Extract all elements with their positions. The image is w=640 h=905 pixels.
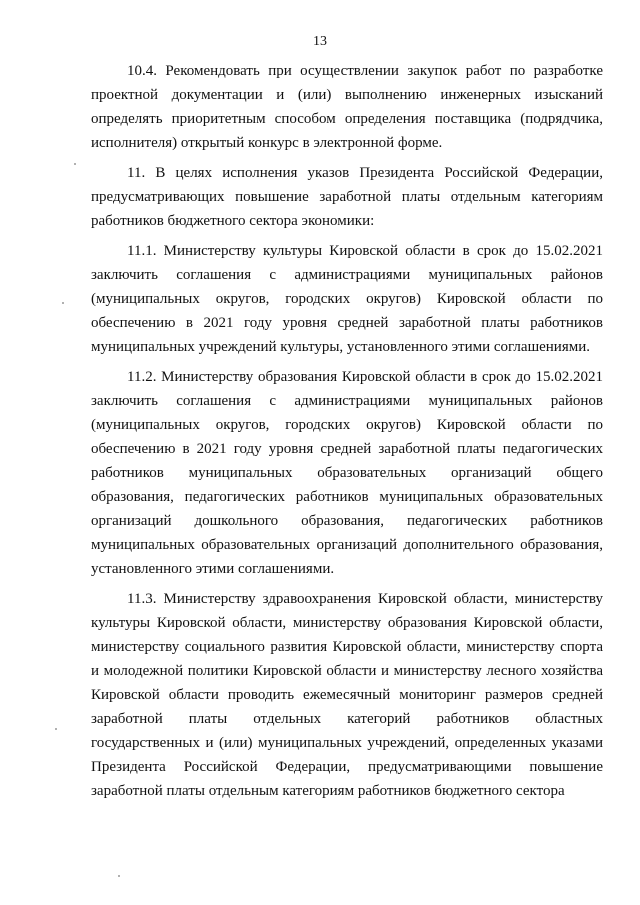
scan-speck: [55, 728, 57, 730]
paragraph-11-2: 11.2. Министерству образования Кировской области в срок до 15.02.2021 заключить соглашения с администрациями муниципальных районов (муниципальных округов, городских округов) Кировской области по обеспечению в 2021 году уровня средней заработной платы педагогических работников муниципальных образовательных организаций общего образования, педагогических работников муниципальных образовательных организаций дошкольного образования, педагогических работников муниципальных образовательных организаций дополнительного образования, установленного этими соглашениями.: [91, 369, 603, 577]
scan-speck: [62, 302, 64, 304]
paragraph-11: 11. В целях исполнения указов Президента Российской Федерации, предусматривающих повышение заработной платы отдельным категориям работников бюджетного сектора экономики:: [91, 165, 603, 229]
page-number: 13: [313, 34, 327, 49]
paragraph-11-1: 11.1. Министерству культуры Кировской области в срок до 15.02.2021 заключить соглашения с администрациями муниципальных районов (муниципальных округов, городских округов) Кировской области по обеспечению в 2021 году уровня средней заработной платы работников муниципальных учреждений культуры, установленного этими соглашениями.: [91, 243, 603, 355]
paragraph-10-4: 10.4. Рекомендовать при осуществлении закупок работ по разработке проектной документации и (или) выполнению инженерных изысканий определять приоритетным способом определения поставщика (подрядчика, исполнителя) открытый конкурс в электронной форме.: [91, 63, 603, 151]
document-body: [91, 59, 603, 803]
scan-speck: [74, 163, 76, 165]
scan-speck: [118, 875, 120, 877]
paragraph-11-3: 11.3. Министерству здравоохранения Кировской области, министерству культуры Кировской области, министерству образования Кировской области, министерству социального развития Кировской области, министерству спорта и молодежной политики Кировской области и министерству лесного хозяйства Кировской области проводить ежемесячный мониторинг размеров средней заработной платы отдельных категорий работников областных государственных и (или) муниципальных учреждений, определенных указами Президента Российской Федерации, предусматривающими повышение заработной платы отдельным категориям работников бюджетного сектора: [91, 591, 603, 799]
